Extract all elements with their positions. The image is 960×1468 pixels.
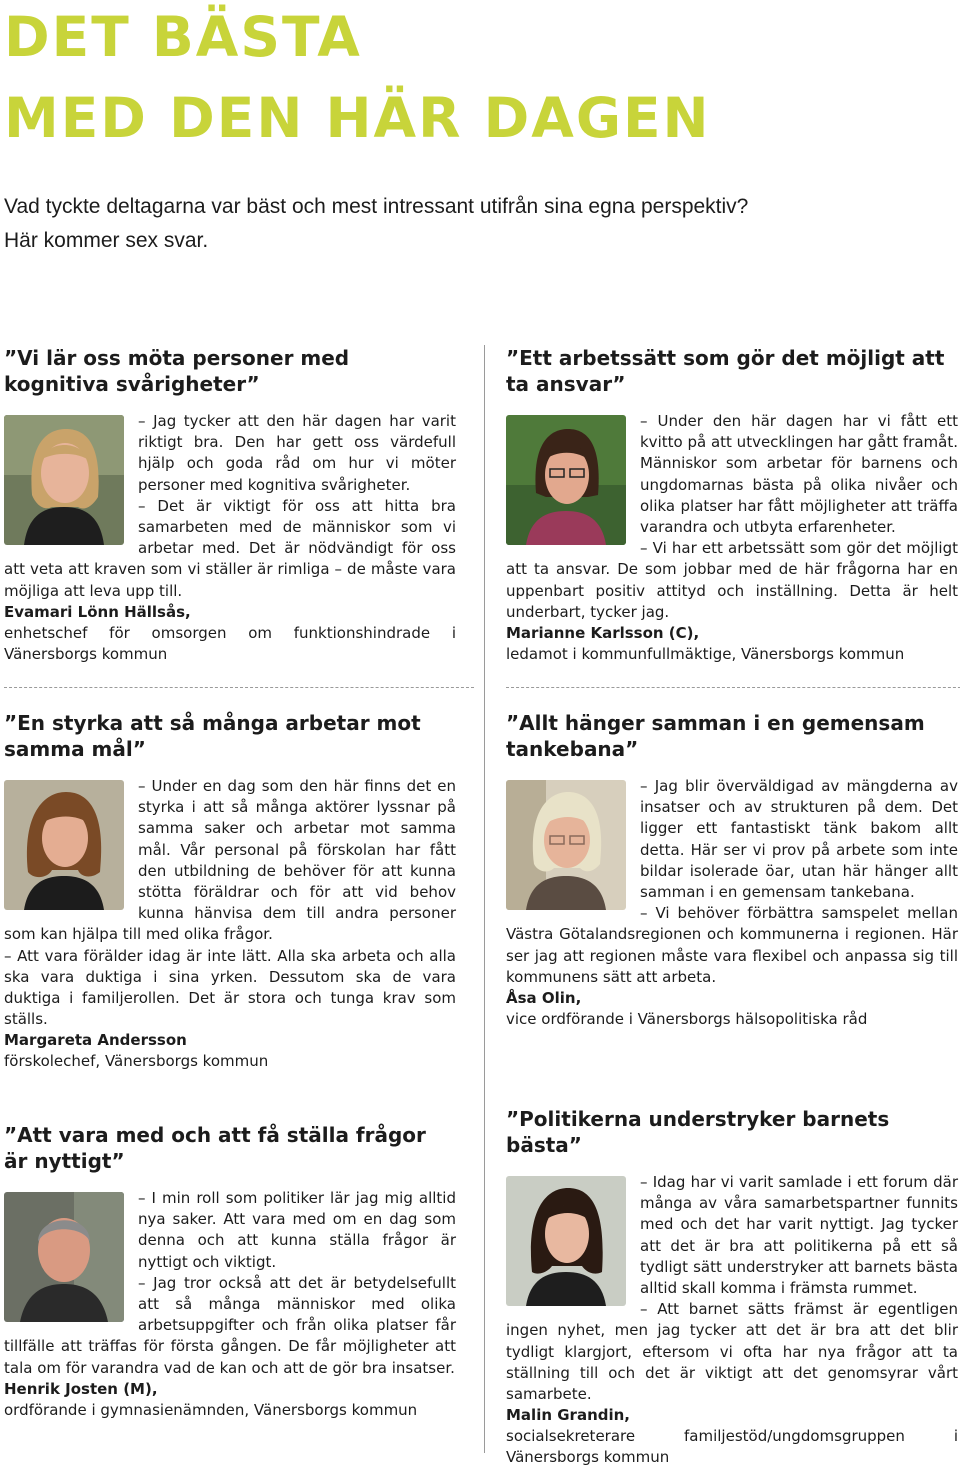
intro-line-2: Här kommer sex svar. (4, 229, 209, 252)
portrait-photo (4, 780, 124, 910)
portrait-photo (506, 1176, 626, 1306)
quote-section-6 (506, 1106, 958, 1468)
quote-section-3 (4, 710, 456, 1072)
portrait-photo (4, 1192, 124, 1322)
portrait-photo (506, 415, 626, 545)
quote-section-4 (506, 710, 958, 1030)
quote-paragraph-1: – I min roll som politiker lär jag mig alltid nya saker. Att vara med om en dag som denna och att kunna ställa frågor är nyttigt och viktigt. (138, 1189, 456, 1271)
page-title-line-2: MED DEN HÄR DAGEN (4, 86, 711, 150)
quote-section-5 (4, 1122, 456, 1421)
quote-body (4, 776, 456, 1072)
quote-section-2 (506, 345, 958, 665)
quote-paragraph-2: – Att barnet sätts främst är egentligen ingen nyhet, men jag tycker att det är bra att det blir tydligt klargjort, eftersom vi ofta har nya frågor att ta ställning till och det är viktigt att det genomsyrar vårt samarbete. (506, 1300, 958, 1404)
quote-heading: ”Ett arbetssätt som gör det möjligt att ta ansvar” (506, 346, 945, 396)
person-role: vice ordförande i Vänersborgs hälsopolitiska råd (506, 1010, 868, 1029)
person-name: Evamari Lönn Hällsås, (4, 602, 191, 621)
portrait-photo (4, 415, 124, 545)
quote-section-1 (4, 345, 456, 665)
intro (4, 190, 904, 258)
row-divider-left (4, 687, 474, 689)
quote-paragraph-2: – Vi har ett arbetssätt som gör det möjligt att ta ansvar. De som jobbar med de här frågorna har en uppenbart positiv attityd och inställning. Detta är helt underbart, tycker jag. (506, 539, 958, 621)
quote-heading: ”Politikerna understryker barnets bästa” (506, 1107, 890, 1157)
quote-paragraph-1: – Under den här dagen har vi fått ett kvitto på att utvecklingen har gått framåt. Människor som arbetar för barnens och ungdomarnas bästa på olika nivåer och olika platser har fått möjligheter att träffa varandra och utbyta erfarenheter. (640, 412, 958, 537)
column-divider (484, 345, 485, 1453)
quote-paragraph-1: – Idag har vi varit samlade i ett forum där många av våra samarbetspartner funnits med och det har varit nyttigt. Jag tycker att det är bra att politikerna på ett så tydligt sätt understryker att barnets bästa alltid skall komma i främsta rummet. (640, 1173, 958, 1298)
quote-body (4, 1188, 456, 1421)
quote-paragraph-1: – Under en dag som den här finns det en styrka i att så många aktörer lyssnar på samma saker och arbetar mot samma mål. Vår personal på förskolan har fått den utbildning de behöver för att kunna stötta föräldrar och för att vid behov kunna hänvisa dem till andra personer som kan hjälpa till med olika frågor. (4, 777, 456, 944)
quote-heading: ”En styrka att så många arbetar mot samma mål” (4, 711, 421, 761)
quote-body (4, 411, 456, 665)
person-name: Malin Grandin, (506, 1406, 630, 1425)
quote-heading: ”Att vara med och att få ställa frågor är nyttigt” (4, 1123, 426, 1173)
quote-paragraph-2: – Att vara förälder idag är inte lätt. Alla ska arbeta och alla ska vara duktiga i sina yrken. Dessutom ska de vara duktiga i familjerollen. Det är stora och tunga krav som ställs. (4, 946, 456, 1029)
quote-heading: ”Allt hänger samman i en gemensam tankebana” (506, 711, 925, 761)
person-name: Åsa Olin, (506, 989, 582, 1008)
portrait-photo (506, 780, 626, 910)
page-title-line-1: DET BÄSTA (4, 5, 362, 69)
person-role: socialsekreterare familjestöd/ungdomsgruppen i Vänersborgs kommun (506, 1427, 958, 1467)
quote-body (506, 411, 958, 665)
quote-heading: ”Vi lär oss möta personer med kognitiva svårigheter” (4, 346, 350, 396)
intro-line-1: Vad tyckte deltagarna var bäst och mest intressant utifrån sina egna perspektiv? (4, 195, 749, 218)
person-role: enhetschef för omsorgen om funktionshindrade i Vänersborgs kommun (4, 623, 456, 663)
quote-paragraph-2: – Jag tror också att det är betydelsefullt att så många människor med olika arbetsuppgifter och från olika platser får tillfälle att träffas för första gången. De får möjligheter att tala om för varandra vad de kan och att de gör bra insatser. (4, 1273, 456, 1377)
quote-paragraph-1: – Jag blir överväldigad av mängderna av insatser och av strukturen på dem. Det ligger ett fantastiskt tänk bakom allt detta. Här ser vi prov på arbete som inte bildar isolerade öar, utan här hänger allt samman i en gemensam tankebana. (640, 777, 958, 902)
person-name: Margareta Andersson (4, 1031, 187, 1050)
quote-paragraph-2: – Det är viktigt för oss att hitta bra samarbeten med de människor som vi arbetar med. Det är nödvändigt för oss att veta att kraven som vi ställer är rimliga – de måste vara möjliga att leva upp till. (4, 496, 456, 600)
person-name: Marianne Karlsson (C), (506, 624, 700, 643)
quote-body (506, 1172, 958, 1468)
quote-paragraph-1: – Jag tycker att den här dagen har varit riktigt bra. Den har gett oss värdefull hjälp och goda råd om hur vi möter personer med kognitiva svårigheter. (138, 412, 456, 494)
person-role: förskolechef, Vänersborgs kommun (4, 1052, 269, 1071)
quote-body (506, 776, 958, 1030)
person-name: Henrik Josten (M), (4, 1379, 158, 1398)
person-role: ordförande i gymnasienämnden, Vänersborgs kommun (4, 1400, 418, 1419)
row-divider-right (506, 687, 960, 689)
quote-paragraph-2: – Vi behöver förbättra samspelet mellan Västra Götalandsregionen och kommunerna i regionen. Här ser jag att regionen måste vara flexibel och anpassa sig till kommunens sätt att arbeta. (506, 904, 958, 986)
person-role: ledamot i kommunfullmäktige, Vänersborgs kommun (506, 645, 905, 664)
